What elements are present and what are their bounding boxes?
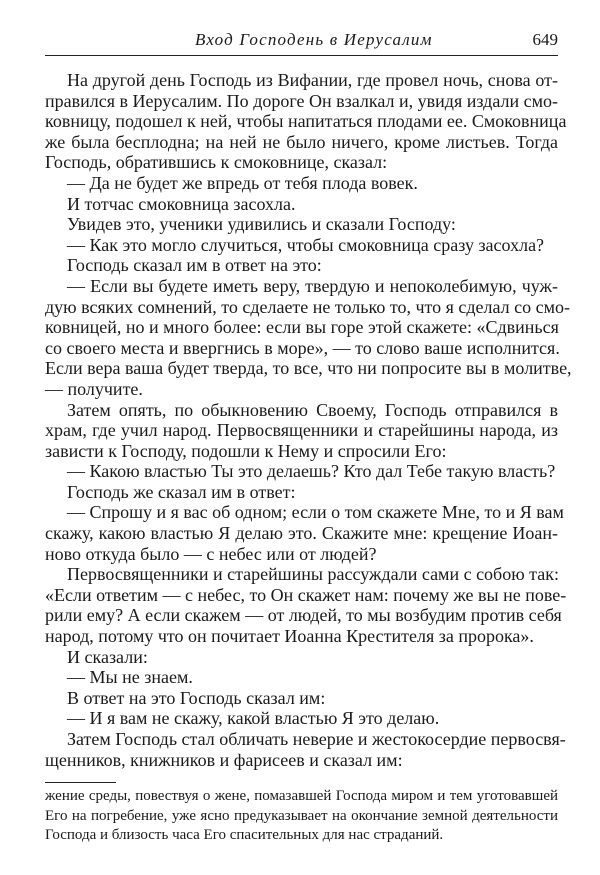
text-line: Первосвященники и старейшины рассуждали сами с собою так: (67, 564, 559, 585)
paragraph (45, 647, 558, 668)
paragraph (45, 482, 558, 503)
text-line: Господь, обратившись к смоковнице, сказал: (45, 152, 388, 173)
text-line: — Если вы будете иметь веру, твердую и непоколебимую, чуж- (67, 275, 558, 296)
paragraph (45, 214, 558, 235)
text-line: В ответ на это Господь сказал им: (67, 687, 326, 708)
page-number: 649 (532, 30, 558, 49)
text-line: Господь сказал им в ответ на это: (67, 255, 322, 276)
text-line: Увидев это, ученики удивились и сказали Господу: (67, 214, 456, 235)
paragraph (45, 667, 558, 688)
text-line: дую всяких сомнений, то сделаете не только то, что я сделал со смо- (45, 296, 571, 317)
footnote-line: Господа и близость часа Его спасительных для нас страданий. (45, 827, 444, 843)
text-line: — Как это могло случиться, чтобы смоковница сразу засохла? (67, 234, 545, 255)
text-line: «Если ответим — с небес, то Он скажет нам: почему же вы не пове- (45, 584, 567, 605)
text-line: рили ему? А если скажем — от людей, то мы возбудим против себя (45, 605, 562, 626)
text-line: И тотчас смоковница засохла. (67, 193, 296, 214)
text-line: народ, потому что он почитает Иоанна Крестителя за пророка». (45, 626, 534, 647)
text-line: ново откуда было — с небес или от людей? (45, 543, 377, 564)
paragraph (45, 708, 558, 729)
footnote-divider (45, 782, 116, 783)
text-line: — Спрошу и я вас об одном; если о том скажете Мне, то и Я вам (67, 502, 564, 523)
footnote-line: Его на погребение, уже ясно предуказывает на окончание земной деятельности (45, 807, 558, 824)
text-line: же была бесплодна; на ней не было ничего, кроме листьев. Тогда (45, 131, 558, 152)
paragraph (45, 400, 558, 462)
paragraph (45, 255, 558, 276)
text-line: Затем Господь стал обличать неверие и жестокосердие первосвя- (67, 729, 566, 749)
paragraph (45, 688, 558, 709)
main-text (45, 70, 572, 770)
paragraph (45, 194, 558, 215)
paragraph (45, 461, 558, 482)
text-line: Если вера ваша будет тверда, то все, что ни попросите вы в молитве, (45, 358, 572, 379)
footnote-line: жение среды, повествуя о жене, помазавшей Господа миром и тем уготовавшей (45, 788, 558, 804)
text-line: Господь же сказал им в ответ: (67, 481, 296, 502)
text-line: На другой день Господь из Вифании, где провел ночь, снова от- (67, 70, 558, 90)
text-line: — Да не будет же впредь от тебя плода вовек. (67, 172, 418, 193)
paragraph (45, 729, 566, 770)
running-header (45, 29, 558, 56)
text-line: скажу, какою властью Я делаю это. Скажите мне: крещение Иоан- (45, 523, 558, 544)
text-line: — И я вам не скажу, какой властью Я это делаю. (67, 708, 440, 729)
text-line: храм, где учил народ. Первосвященники и старейшины народа, из (45, 420, 558, 441)
text-line: — Мы не знаем. (67, 667, 193, 688)
footnote (45, 787, 558, 846)
paragraph (45, 173, 558, 194)
text-line: — получите. (45, 378, 143, 399)
text-line: со своего места и ввергнись в море», — то слово ваше исполнится. (45, 337, 560, 358)
paragraph (45, 564, 567, 647)
text-line: щенников, книжников и фарисеев и сказал им: (45, 749, 403, 770)
text-line: ковницу, подошел к ней, чтобы напитаться плодами ее. Смоковница (45, 111, 567, 132)
paragraph (45, 70, 567, 173)
paragraph (45, 235, 558, 256)
text-line: ковницей, но и много более: если вы горе этой скажете: «Сдвинься (45, 317, 559, 338)
text-line: правился в Иерусалим. По дороге Он взалкал и, увидя издали смо- (45, 90, 558, 111)
text-line: зависти к Господу, подошли к Нему и спросили Его: (45, 440, 447, 461)
paragraph (45, 502, 564, 564)
text-line: И сказали: (67, 646, 148, 667)
text-line: — Какою властью Ты это делаешь? Кто дал Тебе такую власть? (67, 461, 556, 482)
running-title: Вход Господень в Иерусалим (195, 30, 433, 49)
paragraph (45, 275, 572, 400)
text-line: Затем опять, по обыкновению Своему, Господь отправился в (67, 399, 558, 420)
